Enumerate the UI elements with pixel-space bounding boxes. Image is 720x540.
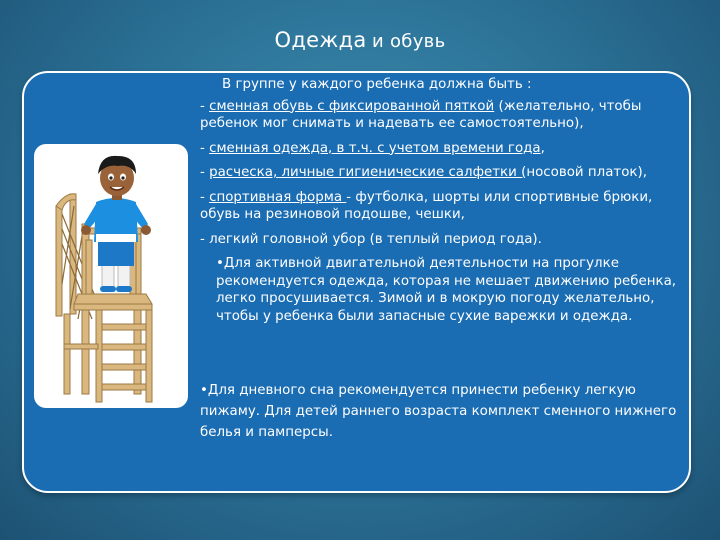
item-underlined: сменная обувь с фиксированной пяткой: [209, 98, 495, 114]
list-item-clothes: [200, 140, 690, 158]
item-dash: -: [200, 98, 210, 114]
slide-title: [0, 28, 720, 52]
child-illustration: [34, 144, 188, 408]
list-item-shoes: [200, 98, 690, 133]
item-tail: - футболка, шорты или спортивные брюки, обувь на резиновой подошве, чешки,: [200, 189, 653, 222]
item-dash: -: [200, 165, 210, 180]
item-rest: легкий головной убор (в теплый период года).: [209, 231, 542, 247]
boy-on-ladder-image: [34, 144, 188, 408]
item-rest: (желательно, чтобы ребенок мог снимать и надевать ее самостоятельно),: [200, 98, 642, 131]
item-dash: -: [200, 189, 210, 205]
bullet-nap: •Для дневного сна рекомендуется принести ребенку легкую пижаму. Для детей раннего возраста комплект сменного нижнего белья и памперсы.: [200, 383, 677, 440]
list-item-comb: [200, 164, 690, 182]
list-item-sportswear: [200, 189, 690, 224]
intro-text: В группе у каждого ребенка должна быть :: [222, 77, 532, 92]
item-rest: носовой платок),: [526, 165, 647, 180]
item-underlined: сменная одежда, в т.ч. с учетом времени года: [209, 140, 541, 156]
item-underlined: спортивная форма: [209, 189, 343, 205]
list-item-headwear: [200, 231, 690, 249]
bullet-activity: •Для активной двигательной деятельности на прогулке рекомендуется одежда, которая не мешает движению ребенка, легко просушивается. Зимой и в мокрую погоду желательно, чтобы у ребенка были запасные сухие варежки и одежда.: [216, 256, 677, 324]
item-rest: ,: [540, 140, 545, 156]
item-underlined: расческа, личные гигиенические салфетки (: [209, 165, 527, 180]
text-content: [200, 74, 690, 325]
title-part-2: и обувь: [371, 31, 446, 52]
item-dash: -: [200, 140, 210, 156]
title-part-1: Одежда: [274, 28, 367, 52]
item-dash: -: [200, 231, 210, 247]
